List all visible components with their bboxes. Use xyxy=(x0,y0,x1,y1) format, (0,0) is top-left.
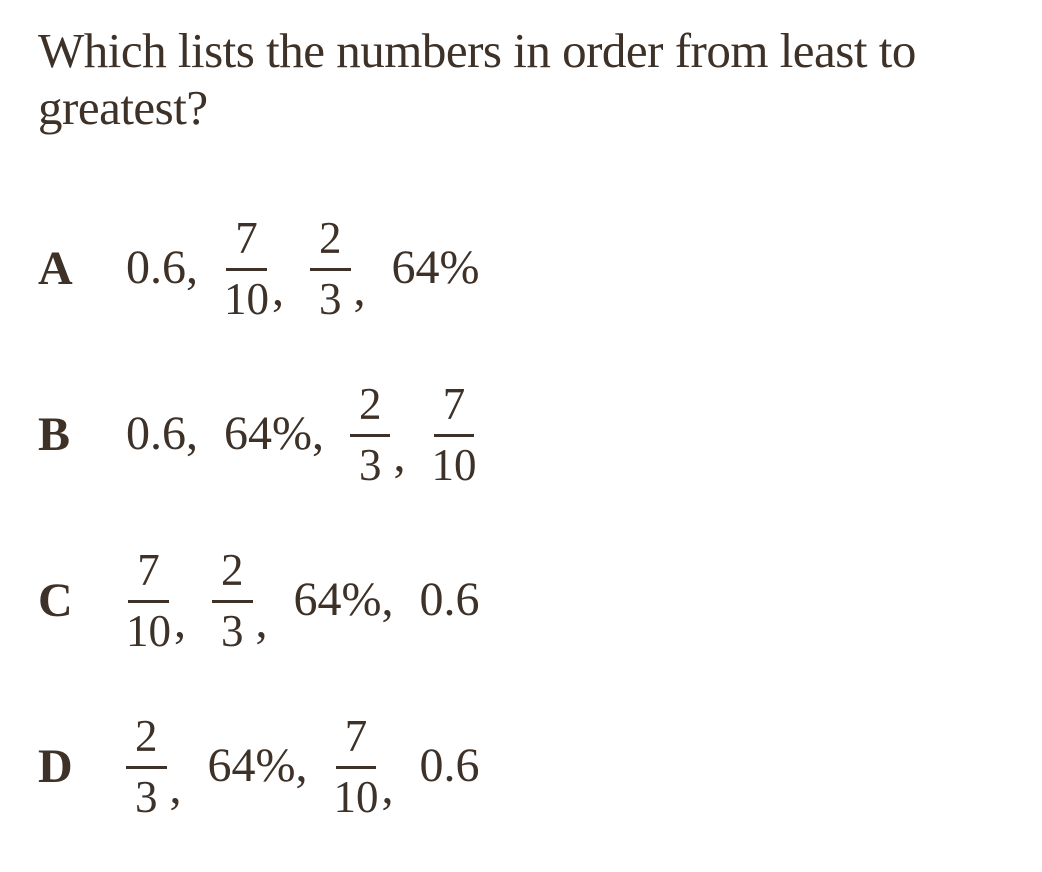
fraction-numerator: 7 xyxy=(336,712,377,769)
number-value: 0.6 xyxy=(126,407,186,460)
fraction-numerator: 7 xyxy=(226,214,267,271)
fraction-numerator: 2 xyxy=(212,546,253,603)
fraction-numerator: 2 xyxy=(126,712,167,769)
option-b-item-4 xyxy=(431,380,476,488)
number-value: 64% xyxy=(224,407,312,460)
fraction-2-3 xyxy=(310,214,351,322)
comma: , xyxy=(169,761,182,814)
option-c-letter: C xyxy=(38,573,73,627)
option-c-item-4 xyxy=(419,573,480,626)
fraction-7-10 xyxy=(333,712,378,820)
fraction-numerator: 2 xyxy=(350,380,391,437)
fraction-7-10 xyxy=(224,214,269,322)
comma: , xyxy=(272,263,284,316)
option-a-item-2 xyxy=(224,214,284,322)
option-b-item-1 xyxy=(126,407,198,460)
comma: , xyxy=(353,263,366,316)
option-row-c[interactable] xyxy=(38,517,1022,683)
fraction-denominator: 3 xyxy=(135,772,158,822)
number-value: 64% xyxy=(293,573,382,626)
fraction-2-3 xyxy=(212,546,253,654)
fraction-numerator: 2 xyxy=(310,214,351,271)
option-row-d[interactable] xyxy=(38,683,1022,849)
option-c-item-1 xyxy=(126,546,186,654)
fraction-denominator: 3 xyxy=(221,606,244,656)
fraction-2-3 xyxy=(350,380,391,488)
fraction-7-10 xyxy=(126,546,171,654)
question-line-2: greatest? xyxy=(38,80,208,135)
comma: , xyxy=(174,595,186,648)
fraction-denominator: 10 xyxy=(431,440,477,490)
fraction-numerator: 7 xyxy=(434,380,475,437)
fraction-denominator: 10 xyxy=(224,274,269,324)
comma: , xyxy=(255,595,268,648)
fraction-denominator: 3 xyxy=(319,274,342,324)
fraction-2-3 xyxy=(126,712,167,820)
number-value: 0.6 xyxy=(419,739,480,792)
option-c-item-2 xyxy=(212,546,268,654)
comma: , xyxy=(186,407,198,460)
option-a-letter: A xyxy=(38,241,73,295)
number-value: 64% xyxy=(207,739,296,792)
question-line-1: Which lists the numbers in order from least to xyxy=(38,23,916,78)
fraction-7-10 xyxy=(431,380,476,488)
fraction-denominator: 10 xyxy=(333,772,379,822)
option-b-item-3 xyxy=(350,380,406,488)
option-c-item-3 xyxy=(293,573,394,626)
option-b-letter: B xyxy=(38,407,71,461)
option-d-item-4 xyxy=(419,739,480,792)
comma: , xyxy=(186,241,198,294)
option-d-item-2 xyxy=(207,739,308,792)
question-text xyxy=(38,22,1022,136)
fraction-denominator: 10 xyxy=(126,606,171,656)
answer-options xyxy=(38,185,1022,849)
fraction-denominator: 3 xyxy=(358,440,382,490)
number-value: 64% xyxy=(391,241,480,294)
option-d-letter: D xyxy=(38,739,73,793)
number-value: 0.6 xyxy=(126,241,186,294)
option-d-item-3 xyxy=(333,712,393,820)
comma: , xyxy=(311,407,324,460)
fraction-numerator: 7 xyxy=(128,546,169,603)
option-a-item-4 xyxy=(391,241,480,294)
comma: , xyxy=(381,573,394,626)
comma: , xyxy=(381,761,394,814)
option-row-a[interactable] xyxy=(38,185,1022,351)
number-value: 0.6 xyxy=(419,573,480,626)
option-a-item-3 xyxy=(310,214,366,322)
comma: , xyxy=(393,429,406,482)
option-d-item-1 xyxy=(126,712,182,820)
option-a-item-1 xyxy=(126,241,198,294)
comma: , xyxy=(295,739,308,792)
option-b-item-2 xyxy=(224,407,324,460)
option-row-b[interactable] xyxy=(38,351,1022,517)
